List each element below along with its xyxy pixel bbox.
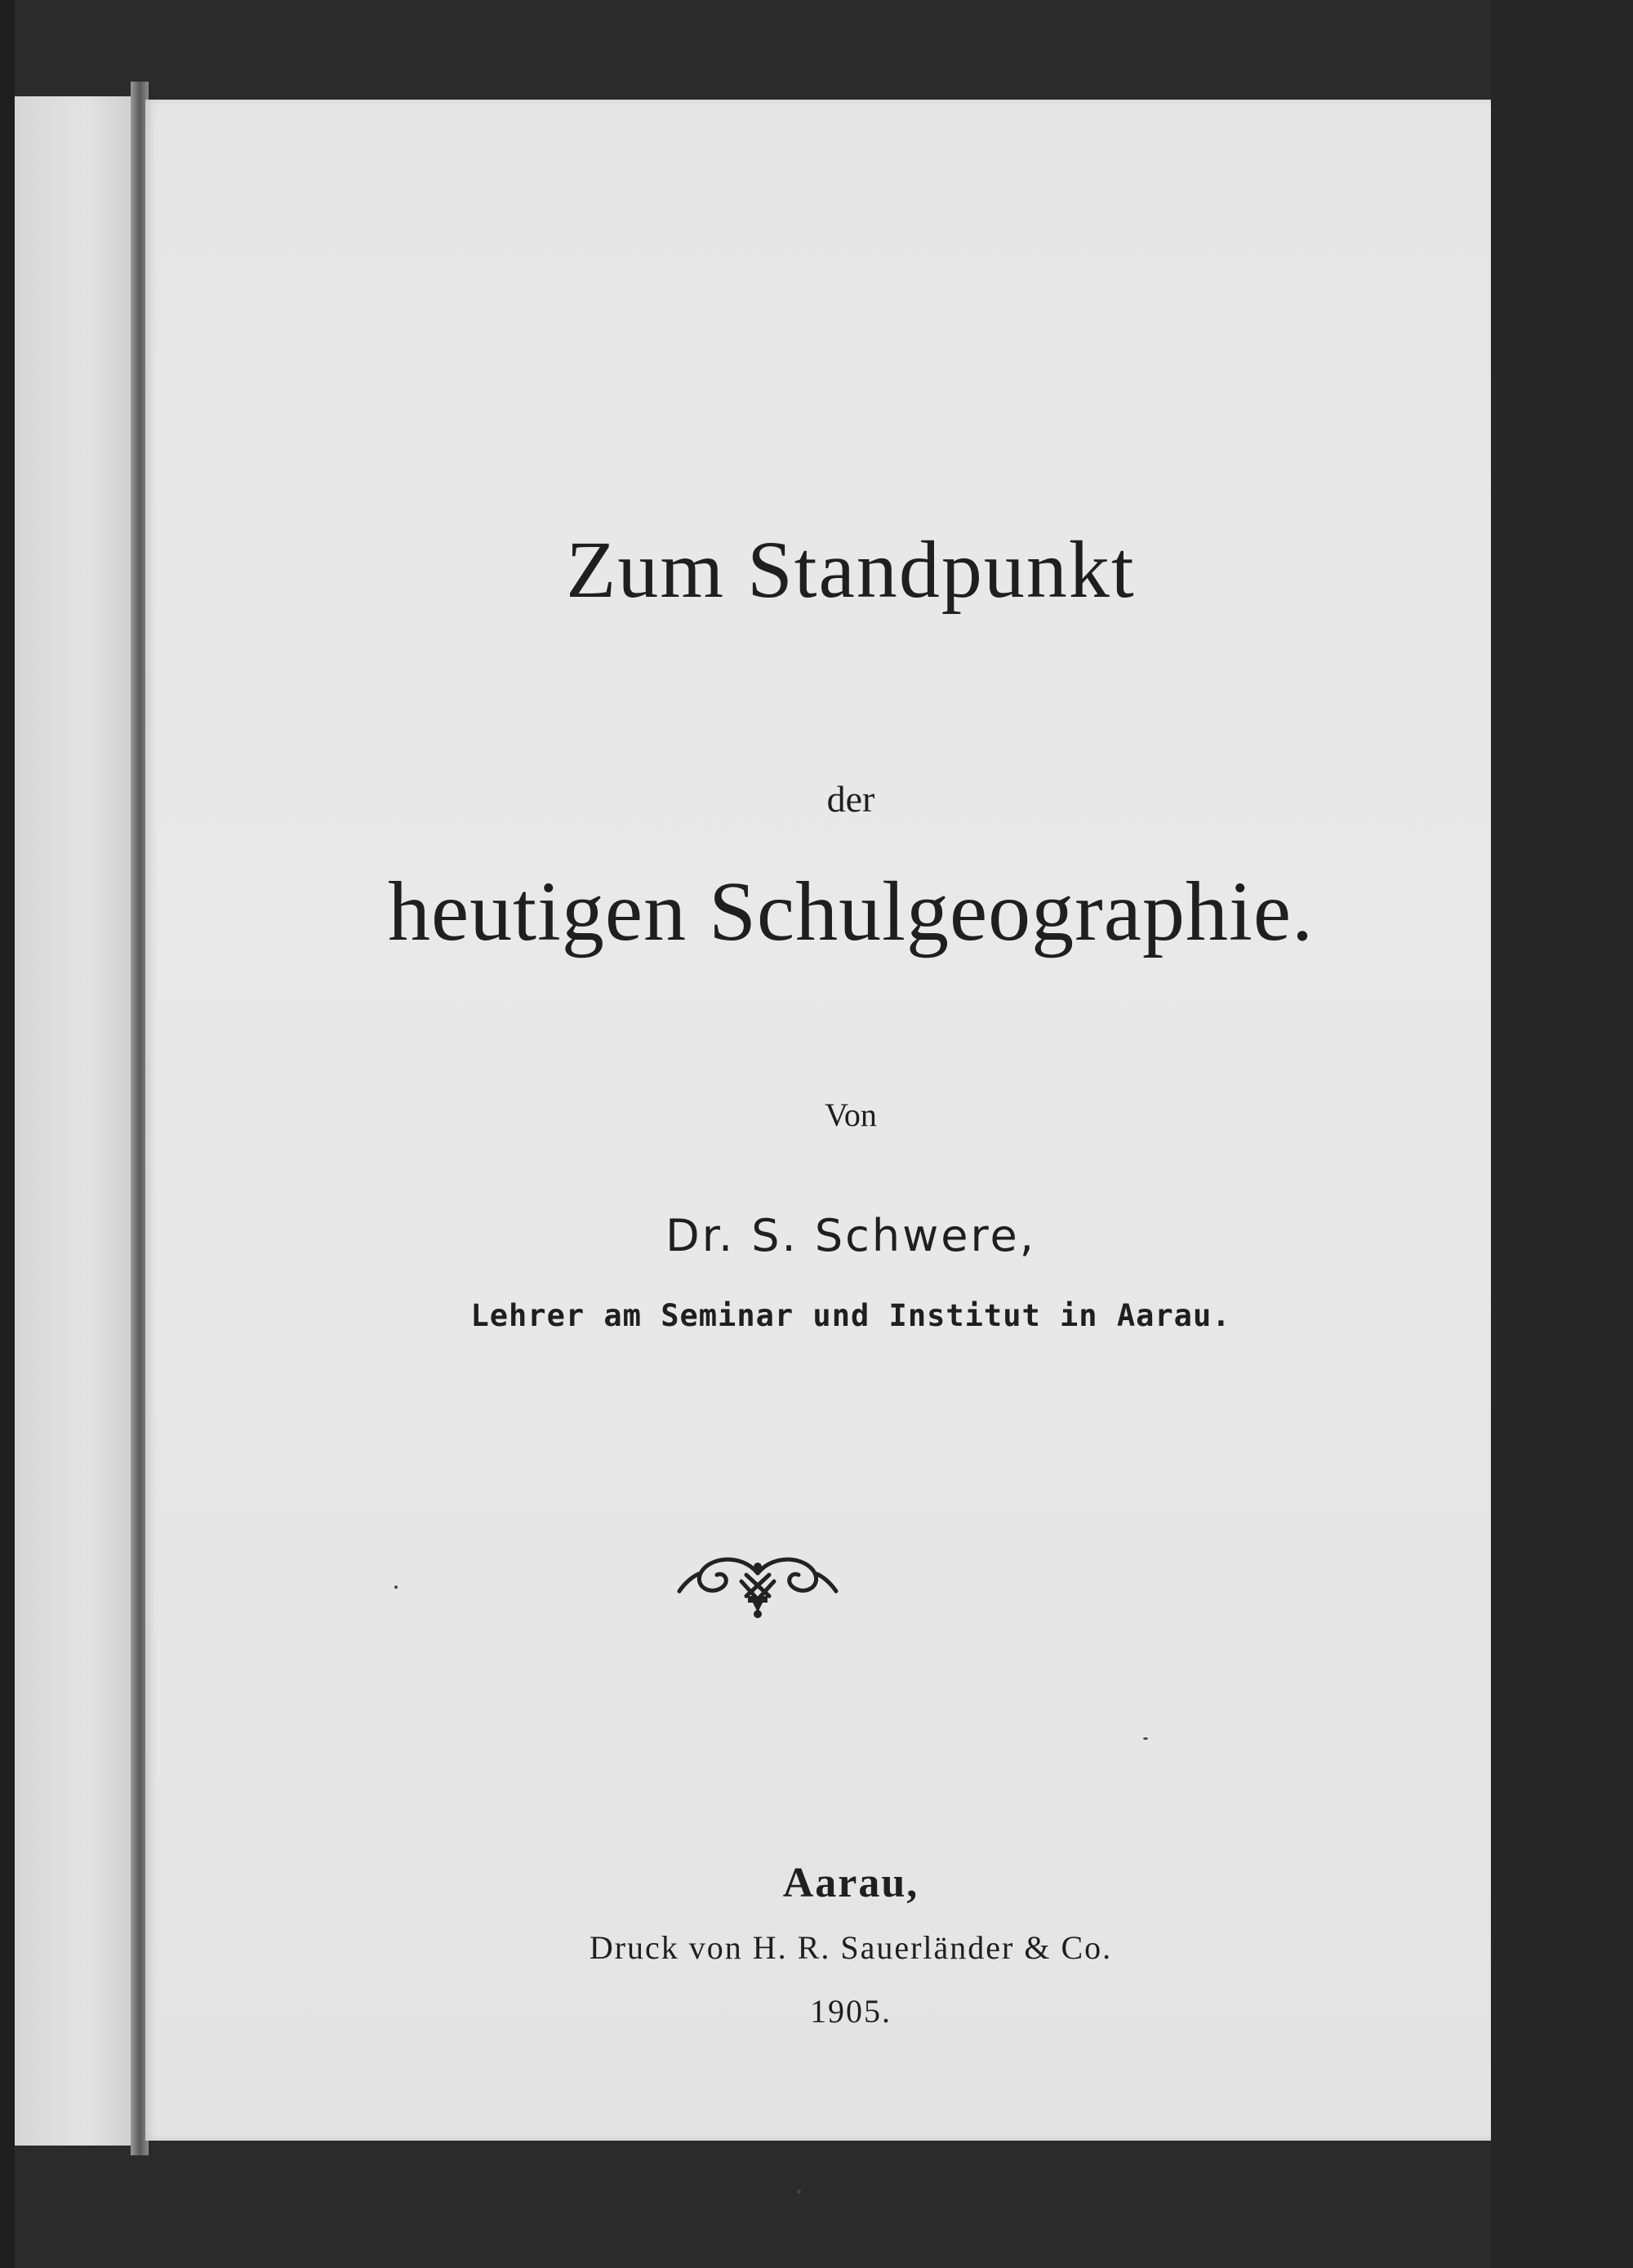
paper-speck xyxy=(1143,1737,1148,1740)
author-affiliation: Lehrer am Seminar und Institut in Aarau. xyxy=(470,1298,1231,1333)
imprint-year: 1905. xyxy=(810,1993,892,2030)
title-line-2: heutigen Schulgeographie. xyxy=(387,865,1314,958)
scan-left-edge xyxy=(0,0,15,2268)
previous-page-edge xyxy=(15,96,133,2146)
paper-speck xyxy=(797,2190,801,2194)
by-line: Von xyxy=(825,1096,877,1133)
author-name: Dr. S. Schwere, xyxy=(665,1210,1036,1261)
title-connector: der xyxy=(826,778,875,820)
title-page xyxy=(145,100,1491,2141)
imprint-printer: Druck von H. R. Sauerländer & Co. xyxy=(589,1929,1113,1966)
imprint-place: Aarau, xyxy=(782,1860,919,1906)
title-line-1: Zum Standpunkt xyxy=(566,524,1136,615)
paper-speck xyxy=(394,1585,398,1589)
scan-right-margin xyxy=(1491,0,1633,2268)
fleuron-ornament-icon xyxy=(676,1549,839,1622)
